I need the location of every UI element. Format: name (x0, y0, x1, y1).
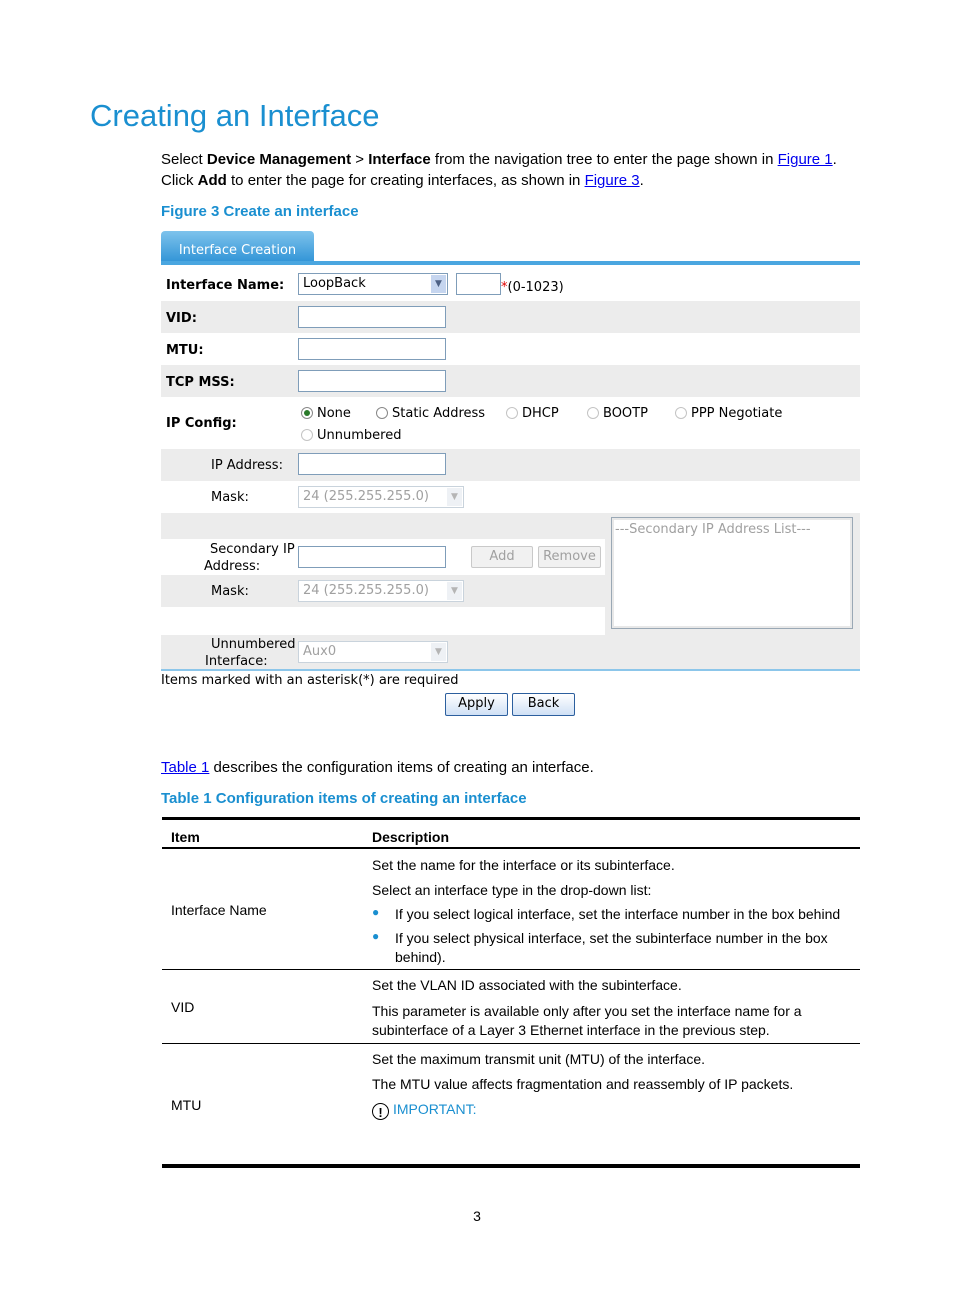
intro-bold-device-management: Device Management (206, 151, 352, 168)
required-note: Items marked with an asterisk(*) are required (161, 673, 459, 688)
mask-value: 24 (255.255.255.0) (303, 489, 429, 504)
important-note (372, 1101, 477, 1120)
vid-label: VID: (166, 311, 197, 326)
radio-none[interactable] (301, 406, 351, 421)
table-bottom-rule (162, 1164, 860, 1168)
intro-text: Select (161, 151, 207, 168)
radio-selected-icon (301, 407, 313, 419)
secondary-mask-select[interactable] (298, 580, 464, 602)
mtu-label: MTU: (166, 343, 204, 358)
ip-config-row (161, 397, 860, 449)
bullet-item (372, 929, 852, 967)
radio-none-label: None (317, 406, 351, 421)
range-hint-text: (0-1023) (507, 280, 564, 295)
unnumbered-row (161, 635, 860, 669)
form-bottom-divider (161, 669, 860, 671)
table-header-item: Item (171, 829, 200, 845)
vid-input[interactable] (298, 306, 446, 328)
chevron-down-icon: ▼ (447, 488, 462, 506)
table-row-desc: Set the maximum transmit unit (MTU) of the interface. (372, 1051, 705, 1067)
radio-bootp-label: BOOTP (603, 406, 648, 421)
remove-button[interactable]: Remove (538, 546, 601, 568)
radio-unnumbered-label: Unnumbered (317, 428, 402, 443)
page-number: 3 (473, 1208, 481, 1224)
required-asterisk: * (501, 280, 508, 295)
radio-dhcp-label: DHCP (522, 406, 559, 421)
secondary-ip-list[interactable] (611, 517, 853, 629)
secondary-ip-input[interactable] (298, 546, 446, 568)
unnumbered-value: Aux0 (303, 644, 337, 659)
intro-text: to enter the page for creating interfaces, as shown in (226, 172, 585, 189)
secondary-mask-value: 24 (255.255.255.0) (303, 583, 429, 598)
back-button[interactable]: Back (512, 693, 575, 716)
chevron-down-icon: ▼ (431, 643, 446, 661)
chevron-down-icon: ▼ (447, 582, 462, 600)
ip-config-label: IP Config: (166, 416, 237, 431)
intro-text: . Click (161, 151, 837, 189)
intro-text: > (351, 151, 369, 168)
radio-icon (587, 407, 599, 419)
table-row-rule (162, 1043, 860, 1044)
table-header-description: Description (372, 829, 450, 845)
bullet-text: If you select logical interface, set the interface number in the box behind (395, 906, 841, 922)
important-label: IMPORTANT: (393, 1101, 477, 1117)
radio-ppp-negotiate[interactable] (675, 406, 782, 421)
bullet-icon: ● (372, 905, 380, 919)
vid-row (161, 301, 860, 333)
table-row-desc: This parameter is available only after you set the interface name for a subinterface of a Layer 3 Ethernet interface in the previous step. (372, 1003, 802, 1038)
secondary-header-band (161, 513, 605, 539)
table-row-desc: Set the VLAN ID associated with the subinterface. (372, 977, 682, 993)
table-top-rule (162, 817, 860, 820)
unnumbered-label-1: Unnumbered (211, 637, 296, 652)
table-row-desc: Select an interface type in the drop-down list: (372, 882, 652, 898)
radio-unnumbered[interactable] (301, 428, 401, 443)
intro-text: . (639, 172, 644, 189)
radio-ppp-label: PPP Negotiate (691, 406, 783, 421)
interface-name-label: Interface Name: (166, 278, 285, 293)
unnumbered-label-2: Interface: (205, 654, 268, 669)
section-heading: Creating an Interface (90, 98, 380, 133)
mtu-input[interactable] (298, 338, 446, 360)
table-intro (161, 757, 866, 778)
secondary-ip-label-2: Address: (204, 559, 261, 574)
radio-static-label: Static Address (392, 406, 486, 421)
table-1-link[interactable]: Table 1 (161, 759, 210, 776)
figure-1-link[interactable]: Figure 1 (777, 151, 833, 168)
radio-icon (376, 407, 388, 419)
tcp-mss-input[interactable] (298, 370, 446, 392)
radio-icon (301, 429, 313, 441)
radio-icon (675, 407, 687, 419)
radio-icon (506, 407, 518, 419)
mtu-row (161, 333, 860, 365)
secondary-ip-label-1: Secondary IP (210, 542, 295, 557)
table-row-item: MTU (171, 1097, 202, 1113)
interface-creation-figure (161, 231, 860, 722)
table-intro-text: describes the configuration items of creating an interface. (209, 759, 594, 776)
secondary-list-placeholder: ---Secondary IP Address List--- (615, 522, 811, 537)
interface-name-row (161, 269, 860, 301)
apply-button[interactable]: Apply (445, 693, 508, 716)
intro-bold-add: Add (197, 172, 227, 189)
intro-paragraph (161, 149, 866, 191)
tcp-mss-row (161, 365, 860, 397)
tab-underline (161, 261, 860, 265)
secondary-ip-row (161, 539, 605, 575)
mask-label: Mask: (211, 490, 249, 505)
exclamation-icon: ! (372, 1103, 389, 1120)
secondary-mask-label: Mask: (211, 584, 249, 599)
bullet-text: If you select physical interface, set the subinterface number in the box behind). (395, 930, 828, 965)
ip-address-input[interactable] (298, 453, 446, 475)
table-header-rule (162, 847, 860, 849)
table-caption: Table 1 Configuration items of creating an interface (161, 790, 527, 807)
radio-dhcp[interactable] (506, 406, 559, 421)
range-hint (501, 280, 564, 295)
add-button[interactable]: Add (471, 546, 533, 568)
table-row-item: Interface Name (171, 902, 267, 918)
interface-number-input[interactable] (456, 273, 501, 295)
mask-select[interactable] (298, 486, 464, 508)
tcp-mss-label: TCP MSS: (166, 375, 235, 390)
table-row-item: VID (171, 999, 195, 1015)
ip-address-row (161, 449, 860, 481)
unnumbered-interface-select[interactable] (298, 641, 448, 663)
table-row-desc: Set the name for the interface or its subinterface. (372, 857, 675, 873)
tab-interface-creation[interactable]: Interface Creation (161, 231, 314, 263)
bullet-icon: ● (372, 929, 380, 943)
figure-3-link[interactable]: Figure 3 (584, 172, 640, 189)
mask-row (161, 481, 860, 513)
intro-text: from the navigation tree to enter the page shown in (430, 151, 778, 168)
figure-caption: Figure 3 Create an interface (161, 203, 359, 220)
intro-bold-interface: Interface (368, 151, 431, 168)
radio-bootp[interactable] (587, 406, 648, 421)
chevron-down-icon: ▼ (431, 275, 446, 293)
radio-static-address[interactable] (376, 406, 485, 421)
bullet-item (372, 905, 852, 924)
table-row-rule (162, 969, 860, 970)
interface-type-select[interactable] (298, 273, 448, 295)
secondary-mask-row (161, 575, 605, 607)
ip-address-label: IP Address: (211, 458, 283, 473)
interface-type-value: LoopBack (303, 276, 366, 291)
table-row-desc: The MTU value affects fragmentation and reassembly of IP packets. (372, 1076, 794, 1092)
